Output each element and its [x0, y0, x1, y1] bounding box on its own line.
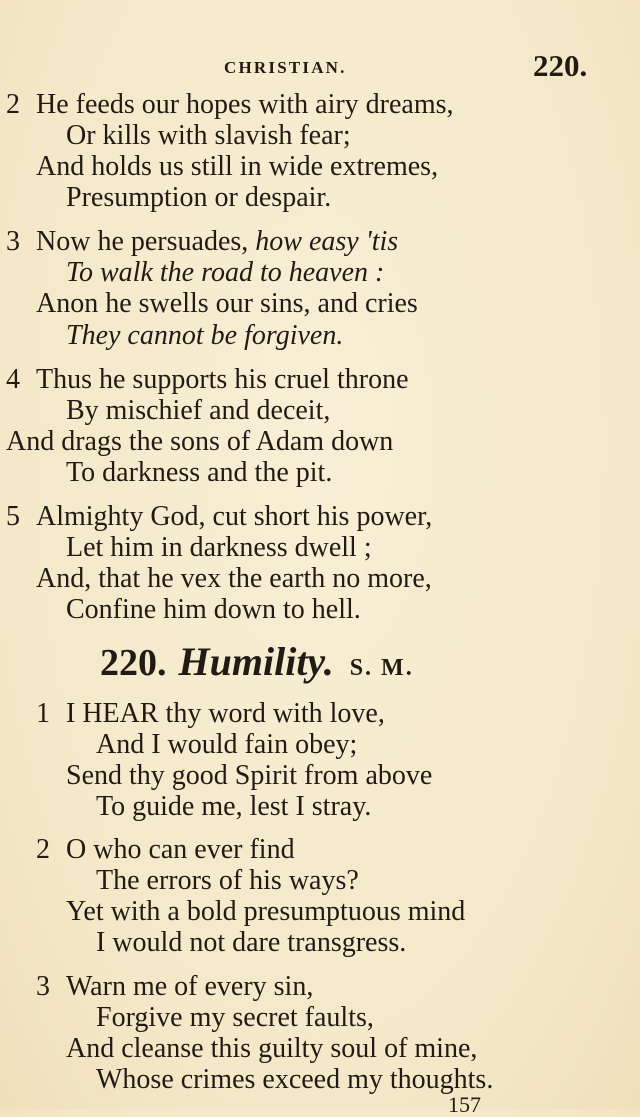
- verse-number: 4: [6, 364, 20, 395]
- verse-line: [66, 698, 385, 730]
- verse-line: And I would fain obey;: [96, 729, 358, 760]
- verse-line: And holds us still in wide extremes,: [36, 151, 439, 182]
- verse-line: Warn me of every sin,: [66, 971, 314, 1002]
- verse-line: Thus he supports his cruel throne: [36, 364, 409, 395]
- verse-text: thy word with love,: [158, 698, 385, 729]
- verse-number: 2: [36, 834, 50, 865]
- verse-line: Presumption or despair.: [66, 182, 332, 213]
- verse-line: Let him in darkness dwell ;: [66, 532, 372, 563]
- verse-line: [36, 226, 398, 258]
- verse-number: 5: [6, 501, 20, 532]
- hymn-heading: [100, 640, 414, 693]
- verse-line: I would not dare transgress.: [96, 927, 407, 958]
- verse-line: Almighty God, cut short his power,: [36, 501, 433, 532]
- verse-line: Confine him down to hell.: [66, 594, 361, 625]
- verse-number: 3: [6, 226, 20, 257]
- verse-line: By mischief and deceit,: [66, 395, 331, 426]
- verse-text-italic: how easy 'tis: [255, 226, 399, 257]
- verse-first-word: I HEAR: [66, 698, 159, 729]
- verse-line: Send thy good Spirit from above: [66, 760, 433, 791]
- verse-line-italic: To walk the road to heaven :: [66, 257, 385, 288]
- hymn-title: Humility.: [178, 639, 334, 684]
- page-number: 220.: [533, 48, 588, 83]
- verse-line: Whose crimes exceed my thoughts.: [96, 1064, 494, 1095]
- verse-number: 1: [36, 698, 50, 729]
- verse-line: Yet with a bold presumptuous mind: [66, 896, 466, 927]
- verse-line-italic: They cannot be forgiven.: [66, 320, 344, 351]
- verse-line: The errors of his ways?: [96, 865, 359, 896]
- verse-line: And drags the sons of Adam down: [6, 426, 394, 457]
- signature-mark: 157: [448, 1092, 481, 1117]
- verse-number: 2: [6, 89, 20, 120]
- hymn-meter: S. M.: [349, 655, 414, 681]
- verse-line: He feeds our hopes with airy dreams,: [36, 89, 454, 120]
- verse-line: Anon he swells our sins, and cries: [36, 288, 418, 319]
- verse-line: And, that he vex the earth no more,: [36, 563, 432, 594]
- verse-line: To darkness and the pit.: [66, 457, 333, 488]
- verse-line: And cleanse this guilty soul of mine,: [66, 1033, 478, 1064]
- verse-line: Forgive my secret faults,: [96, 1002, 374, 1033]
- running-title: CHRISTIAN.: [224, 58, 347, 77]
- verse-line: To guide me, lest I stray.: [96, 791, 372, 822]
- verse-line: Or kills with slavish fear;: [66, 120, 351, 151]
- verse-number: 3: [36, 971, 50, 1002]
- page-header: [0, 48, 640, 88]
- verse-text: Now he persuades,: [36, 226, 256, 257]
- verse-line: O who can ever find: [66, 834, 295, 865]
- hymn-number: 220.: [100, 642, 167, 684]
